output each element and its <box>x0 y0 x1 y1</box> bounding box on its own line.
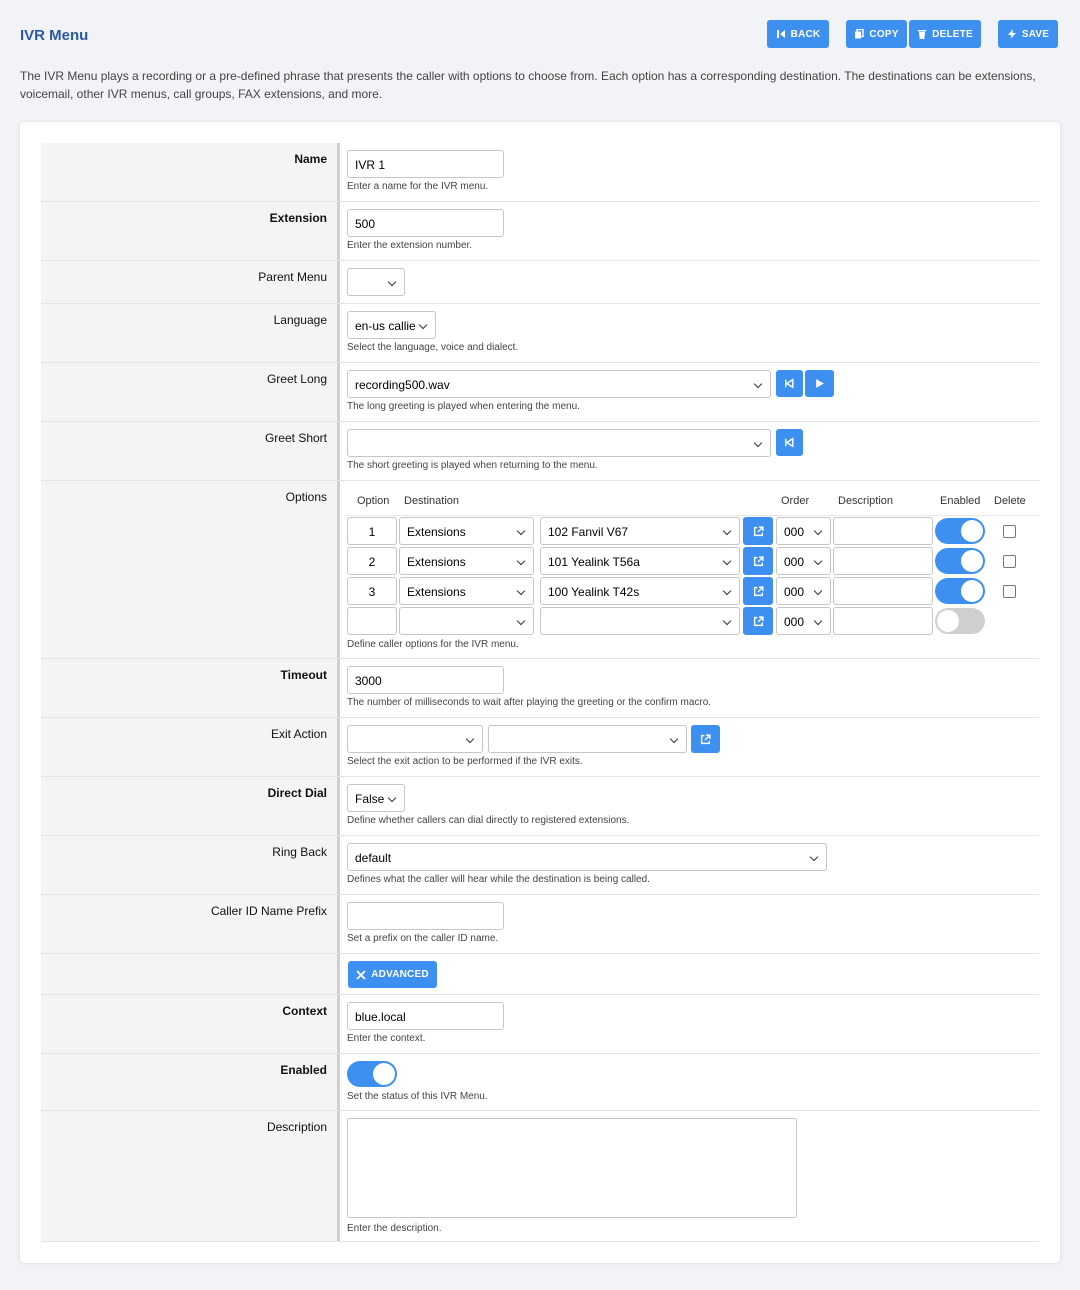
row-name <box>41 143 1039 202</box>
advanced-label-cell <box>41 954 340 994</box>
greet-long-play-button[interactable] <box>805 370 834 397</box>
options-label: Options <box>41 481 340 658</box>
direct-dial-label: Direct Dial <box>41 777 340 835</box>
trash-icon <box>917 29 927 39</box>
delete-button[interactable]: DELETE <box>909 20 981 48</box>
option-destination-select[interactable] <box>540 607 740 635</box>
col-delete: Delete <box>994 495 1026 507</box>
option-type-select[interactable] <box>399 607 534 635</box>
option-open-button[interactable] <box>743 517 773 545</box>
form-card <box>20 122 1060 1263</box>
intro-text: The IVR Menu plays a recording or a pre-defined phrase that presents the caller with options to choose from. Each option has a corresponding destination. The destinations can be extensions, voicemail, other IVR menus, call groups, FAX extensions, and more. <box>20 69 1036 101</box>
exit-action-open-button[interactable] <box>691 725 720 753</box>
row-language <box>41 304 1039 363</box>
enabled-hint: Set the status of this IVR Menu. <box>347 1091 488 1102</box>
option-order-select[interactable]: 000 <box>776 577 831 605</box>
greet-short-hint: The short greeting is played when returning to the menu. <box>347 460 598 471</box>
row-description <box>41 1111 1039 1242</box>
context-input[interactable]: blue.local <box>347 1002 504 1030</box>
external-link-icon <box>753 616 764 627</box>
option-enabled-toggle[interactable] <box>935 608 985 634</box>
option-order-select[interactable]: 000 <box>776 607 831 635</box>
option-type-select[interactable]: Extensions <box>399 517 534 545</box>
option-destination-select[interactable]: 100 Yealink T42s <box>540 577 740 605</box>
description-hint: Enter the description. <box>347 1223 442 1234</box>
exit-action-type-select[interactable] <box>347 725 483 753</box>
external-link-icon <box>753 586 764 597</box>
row-exit-action <box>41 718 1039 777</box>
parent-menu-select[interactable] <box>347 268 405 296</box>
language-label: Language <box>41 304 340 362</box>
col-destination: Destination <box>404 495 460 507</box>
col-order: Order <box>781 495 810 507</box>
row-timeout <box>41 659 1039 718</box>
parent-menu-label: Parent Menu <box>41 261 340 303</box>
option-delete-checkbox[interactable] <box>1003 555 1016 568</box>
rewind-icon <box>784 437 795 448</box>
row-greet-long <box>41 363 1039 422</box>
tools-icon <box>356 970 366 980</box>
col-enabled: Enabled <box>940 495 981 507</box>
option-enabled-toggle[interactable] <box>935 578 985 604</box>
ring-back-select[interactable]: default <box>347 843 827 871</box>
language-hint: Select the language, voice and dialect. <box>347 342 519 353</box>
context-hint: Enter the context. <box>347 1033 426 1044</box>
external-link-icon <box>753 556 764 567</box>
option-open-button[interactable] <box>743 547 773 575</box>
exit-action-hint: Select the exit action to be performed if the IVR exits. <box>347 756 583 767</box>
timeout-input[interactable]: 3000 <box>347 666 504 694</box>
option-destination-select[interactable]: 102 Fanvil V67 <box>540 517 740 545</box>
extension-input[interactable]: 500 <box>347 209 504 237</box>
back-button[interactable]: BACK <box>767 20 829 48</box>
caller-id-prefix-input[interactable] <box>347 902 504 930</box>
option-description-input[interactable] <box>833 607 933 635</box>
row-advanced <box>41 954 1039 995</box>
extension-label: Extension <box>41 202 340 260</box>
advanced-button[interactable]: ADVANCED <box>348 961 437 988</box>
caller-id-prefix-label: Caller ID Name Prefix <box>41 895 340 953</box>
direct-dial-select[interactable]: False <box>347 784 405 812</box>
row-options <box>41 481 1039 659</box>
col-description: Description <box>838 495 894 507</box>
back-icon <box>776 29 786 39</box>
page-title: IVR Menu <box>20 27 89 44</box>
copy-icon <box>854 29 864 39</box>
row-greet-short <box>41 422 1039 481</box>
option-destination-select[interactable]: 101 Yealink T56a <box>540 547 740 575</box>
exit-action-label: Exit Action <box>41 718 340 776</box>
description-textarea[interactable] <box>347 1118 797 1218</box>
copy-button[interactable]: COPY <box>846 20 907 48</box>
external-link-icon <box>753 526 764 537</box>
option-type-select[interactable]: Extensions <box>399 577 534 605</box>
context-label: Context <box>41 995 340 1053</box>
greet-long-hint: The long greeting is played when entering the menu. <box>347 401 580 412</box>
ring-back-label: Ring Back <box>41 836 340 894</box>
col-option: Option <box>357 495 390 507</box>
option-key-input[interactable]: 2 <box>347 547 397 575</box>
option-delete-checkbox[interactable] <box>1003 525 1016 538</box>
option-order-select[interactable]: 000 <box>776 517 831 545</box>
caller-id-prefix-hint: Set a prefix on the caller ID name. <box>347 933 499 944</box>
external-link-icon <box>700 734 711 745</box>
enabled-label: Enabled <box>41 1054 340 1110</box>
greet-long-rewind-button[interactable] <box>776 370 803 397</box>
ring-back-hint: Defines what the caller will hear while the destination is being called. <box>347 874 650 885</box>
bolt-icon <box>1007 29 1017 39</box>
option-enabled-toggle[interactable] <box>935 518 985 544</box>
option-description-input[interactable] <box>833 517 933 545</box>
option-key-input[interactable]: 3 <box>347 577 397 605</box>
name-hint: Enter a name for the IVR menu. <box>347 181 489 192</box>
row-enabled <box>41 1054 1039 1111</box>
description-label: Description <box>41 1111 340 1241</box>
option-description-input[interactable] <box>833 577 933 605</box>
language-select[interactable]: en-us callie <box>347 311 436 339</box>
direct-dial-hint: Define whether callers can dial directly to registered extensions. <box>347 815 630 826</box>
rewind-icon <box>784 378 795 389</box>
row-extension <box>41 202 1039 261</box>
option-open-button[interactable] <box>743 607 773 635</box>
option-key-input[interactable] <box>347 607 397 635</box>
greet-long-select[interactable]: recording500.wav <box>347 370 771 398</box>
name-input[interactable]: IVR 1 <box>347 150 504 178</box>
greet-long-label: Greet Long <box>41 363 340 421</box>
row-direct-dial <box>41 777 1039 836</box>
option-key-input[interactable]: 1 <box>347 517 397 545</box>
option-delete-checkbox[interactable] <box>1003 585 1016 598</box>
option-description-input[interactable] <box>833 547 933 575</box>
options-table <box>347 481 1039 658</box>
row-context <box>41 995 1039 1054</box>
option-open-button[interactable] <box>743 577 773 605</box>
name-label: Name <box>41 143 340 201</box>
play-icon <box>814 378 825 389</box>
timeout-hint: The number of milliseconds to wait after playing the greeting or the confirm macro. <box>347 697 712 708</box>
enabled-toggle[interactable] <box>347 1061 397 1087</box>
greet-short-select[interactable] <box>347 429 771 457</box>
row-caller-id-prefix <box>41 895 1039 954</box>
greet-short-rewind-button[interactable] <box>776 429 803 456</box>
option-enabled-toggle[interactable] <box>935 548 985 574</box>
option-type-select[interactable]: Extensions <box>399 547 534 575</box>
option-order-select[interactable]: 000 <box>776 547 831 575</box>
extension-hint: Enter the extension number. <box>347 240 473 251</box>
row-parent-menu <box>41 261 1039 304</box>
greet-short-label: Greet Short <box>41 422 340 480</box>
row-ring-back <box>41 836 1039 895</box>
timeout-label: Timeout <box>41 659 340 717</box>
save-button[interactable]: SAVE <box>998 20 1058 48</box>
exit-action-destination-select[interactable] <box>488 725 687 753</box>
options-hint: Define caller options for the IVR menu. <box>347 639 519 650</box>
